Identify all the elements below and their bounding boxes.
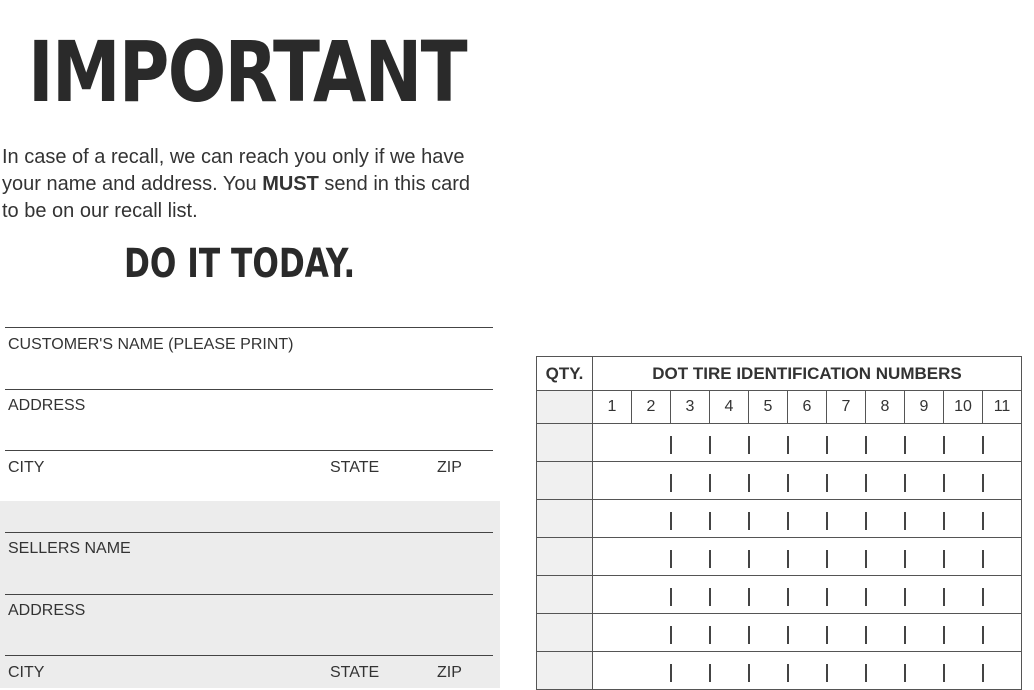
- intro-part1: In case of a recall, we can reach you only if we have your name and address. You: [2, 146, 465, 195]
- dot-digit-cell[interactable]: [788, 462, 827, 500]
- dot-digit-cell[interactable]: [671, 652, 710, 690]
- customer-state-label: STATE: [330, 459, 380, 476]
- dot-digit-cell[interactable]: [827, 614, 866, 652]
- dot-digit-cell[interactable]: [944, 614, 983, 652]
- dot-digit-cell[interactable]: [749, 614, 788, 652]
- dot-digit-cell[interactable]: [905, 462, 944, 500]
- dot-digit-cell[interactable]: [944, 500, 983, 538]
- dot-digit-cell[interactable]: [632, 614, 671, 652]
- dot-digit-cell[interactable]: [866, 576, 905, 614]
- data-rows: [537, 424, 1022, 690]
- divider: [5, 327, 493, 328]
- dot-digit-cell[interactable]: [827, 462, 866, 500]
- column-number: 11: [983, 391, 1022, 424]
- dot-digit-cell[interactable]: [710, 500, 749, 538]
- dot-digit-cell[interactable]: [632, 576, 671, 614]
- dot-digit-cell[interactable]: [593, 538, 632, 576]
- dot-grid: [536, 356, 1022, 690]
- dot-digit-cell[interactable]: [632, 538, 671, 576]
- dot-digit-cell[interactable]: [593, 500, 632, 538]
- dot-digit-cell[interactable]: [749, 538, 788, 576]
- column-number: 8: [866, 391, 905, 424]
- dot-digit-cell[interactable]: [905, 424, 944, 462]
- dot-digit-cell[interactable]: [671, 424, 710, 462]
- qty-cell[interactable]: [537, 462, 593, 500]
- column-number: 1: [593, 391, 632, 424]
- dot-digit-cell[interactable]: [983, 538, 1022, 576]
- tire-row: [537, 576, 1022, 614]
- dot-digit-cell[interactable]: [827, 500, 866, 538]
- dot-digit-cell[interactable]: [905, 538, 944, 576]
- dot-digit-cell[interactable]: [671, 462, 710, 500]
- call-to-action: DO IT TODAY.: [124, 241, 356, 287]
- dot-digit-cell[interactable]: [671, 614, 710, 652]
- dot-header: DOT TIRE IDENTIFICATION NUMBERS: [593, 357, 1022, 391]
- dot-digit-cell[interactable]: [866, 652, 905, 690]
- customer-name-label: CUSTOMER'S NAME (PLEASE PRINT): [8, 336, 294, 353]
- qty-cell[interactable]: [537, 576, 593, 614]
- divider: [5, 655, 493, 656]
- dot-digit-cell[interactable]: [710, 538, 749, 576]
- dot-digit-cell[interactable]: [671, 538, 710, 576]
- dot-digit-cell[interactable]: [710, 424, 749, 462]
- dot-digit-cell[interactable]: [710, 652, 749, 690]
- dot-digit-cell[interactable]: [788, 500, 827, 538]
- dot-digit-cell[interactable]: [983, 576, 1022, 614]
- tire-row: [537, 614, 1022, 652]
- dot-digit-cell[interactable]: [788, 652, 827, 690]
- dot-digit-cell[interactable]: [866, 424, 905, 462]
- dot-digit-cell[interactable]: [632, 500, 671, 538]
- dot-digit-cell[interactable]: [983, 424, 1022, 462]
- dot-digit-cell[interactable]: [866, 538, 905, 576]
- qty-spacer: [537, 391, 593, 424]
- dot-digit-cell[interactable]: [827, 576, 866, 614]
- headline: IMPORTANT: [28, 23, 466, 121]
- dot-digit-cell[interactable]: [866, 614, 905, 652]
- dot-digit-cell[interactable]: [749, 462, 788, 500]
- qty-cell[interactable]: [537, 424, 593, 462]
- divider: [5, 532, 493, 533]
- dot-digit-cell[interactable]: [632, 462, 671, 500]
- dot-digit-cell[interactable]: [905, 576, 944, 614]
- dot-digit-cell[interactable]: [788, 614, 827, 652]
- dot-digit-cell[interactable]: [827, 424, 866, 462]
- dot-digit-cell[interactable]: [710, 614, 749, 652]
- qty-cell[interactable]: [537, 500, 593, 538]
- seller-name-label: SELLERS NAME: [8, 540, 131, 557]
- column-number: 3: [671, 391, 710, 424]
- dot-digit-cell[interactable]: [749, 652, 788, 690]
- tire-row: [537, 652, 1022, 690]
- dot-digit-cell[interactable]: [905, 614, 944, 652]
- dot-digit-cell[interactable]: [788, 424, 827, 462]
- dot-digit-cell[interactable]: [983, 500, 1022, 538]
- customer-city-label: CITY: [8, 459, 45, 476]
- dot-digit-cell[interactable]: [710, 462, 749, 500]
- dot-digit-cell[interactable]: [983, 462, 1022, 500]
- intro-part2: send in this card to be on our recall list.: [2, 173, 471, 222]
- column-number: 6: [788, 391, 827, 424]
- seller-address-label: ADDRESS: [8, 602, 86, 619]
- dot-digit-cell[interactable]: [827, 538, 866, 576]
- seller-city-label: CITY: [8, 664, 45, 681]
- dot-digit-cell[interactable]: [749, 500, 788, 538]
- qty-cell[interactable]: [537, 652, 593, 690]
- column-number: 10: [944, 391, 983, 424]
- dot-digit-cell[interactable]: [593, 614, 632, 652]
- dot-digit-cell[interactable]: [983, 652, 1022, 690]
- intro-text: [2, 144, 482, 225]
- tire-row: [537, 462, 1022, 500]
- dot-digit-cell[interactable]: [827, 652, 866, 690]
- column-number: 5: [749, 391, 788, 424]
- dot-digit-cell[interactable]: [593, 462, 632, 500]
- dot-digit-cell[interactable]: [788, 576, 827, 614]
- dot-digit-cell[interactable]: [593, 652, 632, 690]
- dot-digit-cell[interactable]: [944, 652, 983, 690]
- customer-zip-label: ZIP: [437, 459, 462, 476]
- dot-digit-cell[interactable]: [632, 652, 671, 690]
- tire-row: [537, 424, 1022, 462]
- divider: [5, 594, 493, 595]
- dot-digit-cell[interactable]: [866, 462, 905, 500]
- divider: [5, 450, 493, 451]
- column-number: 9: [905, 391, 944, 424]
- seller-zip-label: ZIP: [437, 664, 462, 681]
- tire-row: [537, 500, 1022, 538]
- column-number-row: [537, 391, 1022, 424]
- qty-cell[interactable]: [537, 538, 593, 576]
- customer-address-label: ADDRESS: [8, 397, 86, 414]
- qty-cell[interactable]: [537, 614, 593, 652]
- dot-digit-cell[interactable]: [749, 424, 788, 462]
- dot-digit-cell[interactable]: [632, 424, 671, 462]
- dot-digit-cell[interactable]: [671, 576, 710, 614]
- dot-digit-cell[interactable]: [788, 538, 827, 576]
- dot-digit-cell[interactable]: [905, 652, 944, 690]
- dot-digit-cell[interactable]: [593, 424, 632, 462]
- dot-digit-cell[interactable]: [944, 538, 983, 576]
- dot-digit-cell[interactable]: [593, 576, 632, 614]
- dot-digit-cell[interactable]: [944, 462, 983, 500]
- dot-digit-cell[interactable]: [866, 500, 905, 538]
- column-number: 7: [827, 391, 866, 424]
- dot-digit-cell[interactable]: [944, 424, 983, 462]
- column-number: 4: [710, 391, 749, 424]
- dot-digit-cell[interactable]: [671, 500, 710, 538]
- seller-state-label: STATE: [330, 664, 380, 681]
- column-number: 2: [632, 391, 671, 424]
- tire-row: [537, 538, 1022, 576]
- dot-digit-cell[interactable]: [944, 576, 983, 614]
- dot-digit-cell[interactable]: [710, 576, 749, 614]
- divider: [5, 389, 493, 390]
- qty-header: QTY.: [537, 357, 593, 391]
- dot-digit-cell[interactable]: [983, 614, 1022, 652]
- intro-bold: MUST: [262, 173, 319, 195]
- dot-digit-cell[interactable]: [749, 576, 788, 614]
- dot-digit-cell[interactable]: [905, 500, 944, 538]
